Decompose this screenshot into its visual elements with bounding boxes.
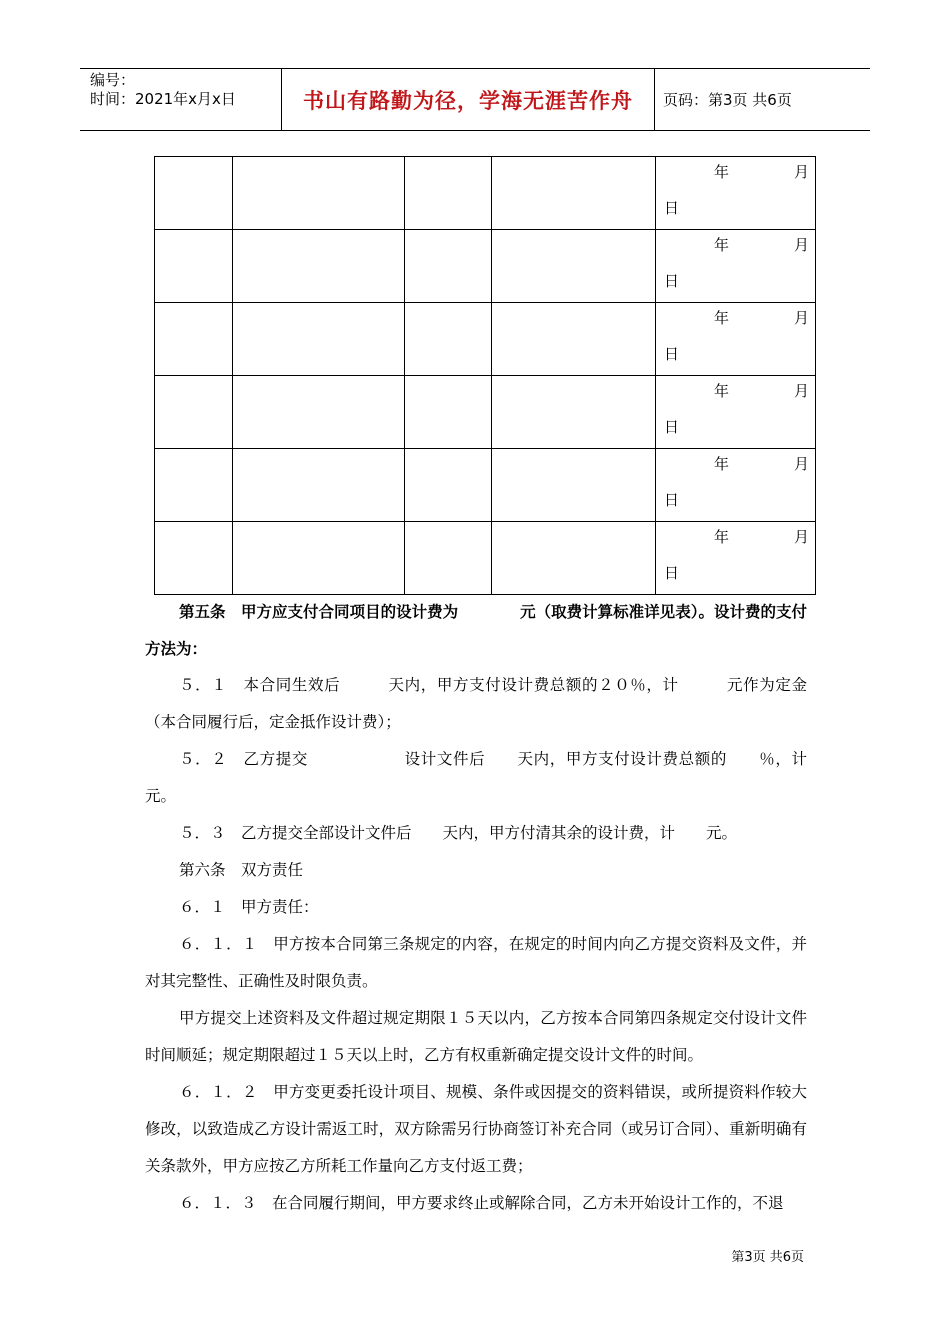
month-label: 月 [793,528,809,546]
table-cell [155,303,233,376]
table-cell [155,449,233,522]
clause-6-1-1-cont: 甲方提交上述资料及文件超过规定期限１５天以内，乙方按本合同第四条规定交付设计文件时间顺延；规定期限超过１５天以上时，乙方有权重新确定提交设计文件的时间。 [145,1009,807,1064]
table-cell [492,157,656,230]
table-cell [405,157,492,230]
header-divider [654,69,655,130]
clause-5-2: ５．２ 乙方提交 设计文件后 天内，甲方支付设计费总额的 ％，计 元。 [145,750,839,805]
clause-6-1-2: ６．１．２ 甲方变更委托设计项目、规模、条件或因提交的资料错误，或所提资料作较大修改，以致造成乙方设计需返工时，双方除需另行协商签订补充合同（或另订合同）、重新明确有关条款外，甲方应按乙方所耗工作量向乙方支付返工费； [145,1083,807,1175]
table-cell [233,303,405,376]
table-row [155,303,816,376]
day-label: 日 [664,418,680,436]
doc-date-label: 时间：2021年x月x日 [90,90,236,108]
table-cell [405,376,492,449]
month-label: 月 [793,236,809,254]
table-cell [492,230,656,303]
date-cell [656,303,816,376]
page-footer: 第3页 共6页 [731,1250,804,1265]
table-cell [155,157,233,230]
year-label: 年 [714,236,730,254]
day-label: 日 [664,272,680,290]
year-label: 年 [714,382,730,400]
table-cell [492,376,656,449]
day-label: 日 [664,564,680,582]
clause-6-1: ６．１ 甲方责任： [179,898,319,916]
table-cell [405,449,492,522]
table-row [155,157,816,230]
page-header [80,68,870,131]
table-cell [233,522,405,595]
clause-5-3: ５．３ 乙方提交全部设计文件后 天内，甲方付清其余的设计费，计 元。 [179,824,738,842]
table-row [155,230,816,303]
table-cell [155,230,233,303]
table-cell [405,303,492,376]
clause-6-1-3: ６．１．３ 在合同履行期间，甲方要求终止或解除合同，乙方未开始设计工作的，不退 [179,1194,784,1212]
date-cell [656,230,816,303]
article-6: 第六条 双方责任 [179,861,304,879]
table-cell [233,157,405,230]
day-label: 日 [664,345,680,363]
year-label: 年 [714,528,730,546]
month-label: 月 [793,455,809,473]
month-label: 月 [793,163,809,181]
year-label: 年 [714,163,730,181]
table-cell [155,376,233,449]
table-row [155,376,816,449]
header-motto: 书山有路勤为径，学海无涯苦作舟 [303,88,633,113]
month-label: 月 [793,382,809,400]
table-cell [233,230,405,303]
table-cell [492,522,656,595]
table-cell [233,449,405,522]
header-page-info: 页码：第3页 共6页 [663,91,792,109]
date-cell [656,449,816,522]
month-label: 月 [793,309,809,327]
year-label: 年 [714,455,730,473]
table-row [155,449,816,522]
table-cell [405,522,492,595]
contract-body [145,593,839,1222]
day-label: 日 [664,491,680,509]
date-cell [656,376,816,449]
header-meta [90,71,280,109]
table-row [155,522,816,595]
doc-number-label: 编号： [90,71,136,89]
table-cell [405,230,492,303]
table-cell [233,376,405,449]
day-label: 日 [664,199,680,217]
year-label: 年 [714,309,730,327]
clause-5-1: ５．１ 本合同生效后 天内，甲方支付设计费总额的２０％，计 元作为定金（本合同履行后，定金抵作设计费）； [145,676,807,731]
clause-6-1-1: ６．１．１ 甲方按本合同第三条规定的内容，在规定的时间内向乙方提交资料及文件，并对其完整性、正确性及时限负责。 [145,935,807,990]
table-cell [492,303,656,376]
table-cell [155,522,233,595]
date-cell [656,522,816,595]
article-5: 第五条 甲方应支付合同项目的设计费为 元（取费计算标准详见表）。设计费的支付方法为： [145,602,807,658]
schedule-table [154,156,816,595]
date-cell [656,157,816,230]
table-cell [492,449,656,522]
